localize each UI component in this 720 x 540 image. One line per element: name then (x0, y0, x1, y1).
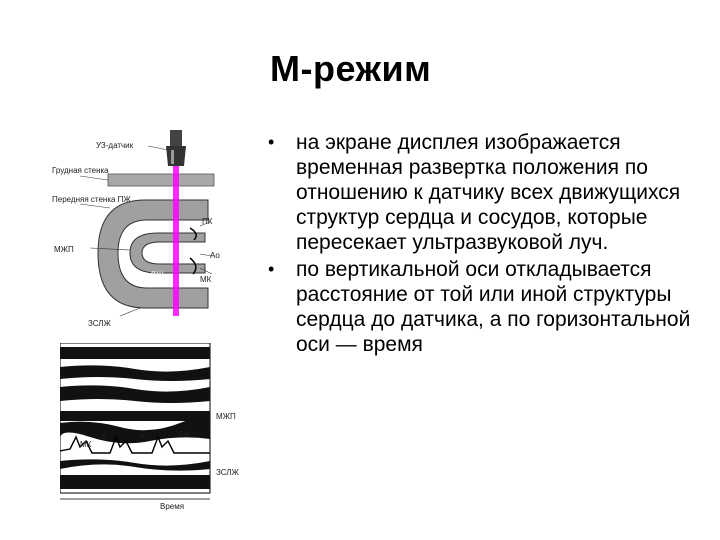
mm-label-lv: ЛЖ (178, 430, 191, 439)
label-anterior-wall: Передняя стенка ПЖ (52, 195, 131, 204)
heart-diagram (50, 128, 240, 338)
heart-outer-wall (98, 200, 208, 308)
mm-label-a: А (140, 432, 146, 441)
label-ao: Ао (210, 251, 220, 260)
bullet-marker: • (268, 132, 275, 152)
label-lv: ЛЖ (150, 270, 165, 280)
bullet-text: на экране дисплея изображается временная развертка положения по отношению к датчику всех движущихся структур сердца и сосудов, которые пересекает ультразвуковой луч. (296, 131, 681, 254)
label-probe: УЗ-датчик (96, 141, 134, 150)
label-ivs: МЖП (54, 245, 74, 254)
bullet-item (268, 130, 708, 255)
label-lvpw: ЗСЛЖ (88, 319, 111, 328)
mm-label-rv: ПЖ (134, 401, 149, 411)
bullet-marker: • (268, 259, 275, 279)
chest-wall-band (108, 174, 214, 186)
probe-icon (166, 130, 186, 166)
label-mk: МК (200, 275, 212, 284)
mm-label-time: Время (160, 502, 185, 511)
mm-label-ivs: МЖП (216, 412, 236, 421)
slide-title: М-режим (270, 48, 432, 89)
mm-label-e: Е (102, 432, 108, 441)
ultrasound-beam (173, 166, 179, 316)
label-pk: ПК (202, 217, 213, 226)
m-mode-image (60, 343, 260, 518)
septum (130, 233, 205, 273)
mm-label-lvpw: ЗСЛЖ (216, 468, 239, 477)
bullet-list (268, 130, 708, 359)
bullet-item (268, 257, 708, 357)
label-chest-wall: Грудная стенка (52, 166, 109, 175)
label-rv: ПЖ (150, 223, 165, 233)
mm-label-mk: МК (80, 440, 92, 449)
bullet-text: по вертикальной оси откладывается расстояние от той или иной структуры сердца до датчика, а по горизонтальной оси — время (296, 258, 691, 356)
